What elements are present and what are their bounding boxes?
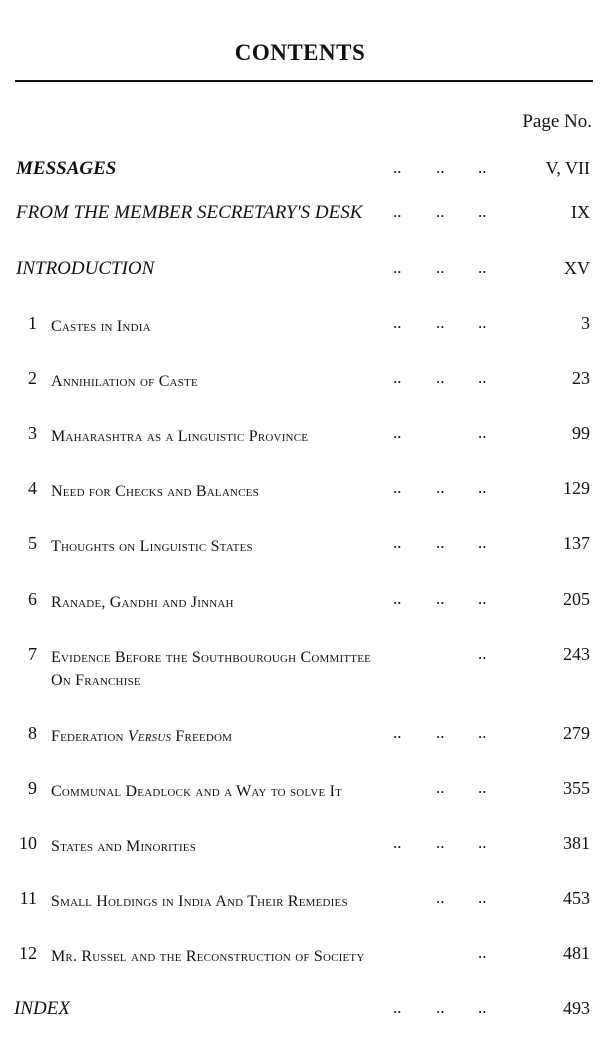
toc-entry-introduction[interactable]: INTRODUCTION .. .. .. XV (16, 258, 590, 279)
toc-chapter[interactable]: 2 Annihilation of Caste .. .. .. 23 (0, 368, 600, 398)
entry-title: INTRODUCTION (16, 258, 155, 279)
chapter-page: 355 (563, 778, 590, 798)
chapter-title: Maharashtra as a Linguistic Province (51, 428, 309, 445)
page-no-label: Page No. (522, 111, 592, 132)
toc-chapter[interactable]: 8 Federation Versus Freedom .. .. .. 279 (0, 723, 600, 753)
chapter-page: 23 (572, 368, 590, 388)
toc-chapter[interactable]: 6 Ranade, Gandhi and Jinnah .. .. .. 205 (0, 589, 600, 619)
chapter-title-part: Federation (51, 728, 128, 745)
chapter-page: 3 (581, 313, 590, 333)
chapter-title: Castes in India (51, 318, 151, 335)
title-rule (15, 80, 593, 82)
toc-chapter[interactable]: 9 Communal Deadlock and a Way to solve It .. .. 355 (0, 778, 600, 808)
entry-title: MESSAGES (16, 158, 117, 179)
chapter-page: 453 (563, 888, 590, 908)
chapter-title-part: Freedom (171, 728, 233, 745)
chapter-number: 4 (28, 478, 37, 498)
entry-title: INDEX (14, 998, 70, 1019)
chapter-number: 5 (28, 533, 37, 553)
entry-page: V, VII (545, 158, 590, 178)
toc-entry-messages[interactable]: MESSAGES .. .. .. V, VII (16, 158, 590, 179)
page-title: CONTENTS (234, 40, 366, 65)
entry-page: XV (564, 258, 590, 278)
chapter-title-line2: On Franchise (51, 672, 141, 689)
toc-chapter[interactable]: 3 Maharashtra as a Linguistic Province .. .. 99 (0, 423, 600, 453)
chapter-title: Thoughts on Linguistic States (51, 538, 253, 555)
chapter-number: 10 (19, 833, 37, 853)
chapter-number: 2 (28, 368, 37, 388)
toc-chapter[interactable]: 11 Small Holdings in India And Their Remedies .. .. 453 (0, 888, 600, 918)
toc-chapter[interactable]: 5 Thoughts on Linguistic States .. .. .. 137 (0, 533, 600, 563)
chapter-page: 205 (563, 589, 590, 609)
toc-chapter[interactable]: 1 Castes in India .. .. .. 3 (0, 313, 600, 343)
entry-title: FROM THE MEMBER SECRETARY'S DESK (16, 202, 363, 223)
chapter-title: Mr. Russel and the Reconstruction of Society (51, 948, 365, 965)
chapter-title: Annihilation of Caste (51, 373, 198, 390)
chapter-title: Need for Checks and Balances (51, 483, 259, 500)
chapter-number: 7 (28, 644, 37, 664)
toc-entry-index[interactable]: INDEX .. .. .. 493 (14, 998, 590, 1019)
chapter-number: 8 (28, 723, 37, 743)
chapter-title-emphasis: Versus (127, 728, 172, 745)
chapter-title: Small Holdings in India And Their Remedies (51, 893, 348, 910)
chapter-title: Ranade, Gandhi and Jinnah (51, 594, 234, 611)
chapter-number: 1 (28, 313, 37, 333)
chapter-page: 137 (563, 533, 590, 553)
entry-page: 493 (563, 998, 590, 1018)
entry-page: IX (571, 202, 590, 222)
chapter-number: 3 (28, 423, 37, 443)
toc-chapter[interactable]: 10 States and Minorities .. .. .. 381 (0, 833, 600, 863)
toc-chapter[interactable]: 4 Need for Checks and Balances .. .. .. 129 (0, 478, 600, 508)
chapter-title (51, 725, 232, 749)
chapter-number: 6 (28, 589, 37, 609)
chapter-page: 129 (563, 478, 590, 498)
toc-entry-member-secretary[interactable]: FROM THE MEMBER SECRETARY'S DESK .. .. .. IX (16, 202, 590, 223)
toc-chapter[interactable]: 12 Mr. Russel and the Reconstruction of Society .. 481 (0, 943, 600, 973)
toc-chapter[interactable]: 7 Evidence Before the Southbourough Committee On Franchise .. 243 (0, 644, 600, 696)
chapter-number: 12 (19, 943, 37, 963)
chapter-page: 243 (563, 644, 590, 664)
chapter-page: 381 (563, 833, 590, 853)
chapter-number: 9 (28, 778, 37, 798)
chapter-title: States and Minorities (51, 838, 197, 855)
chapter-page: 481 (563, 943, 590, 963)
chapter-title: Communal Deadlock and a Way to solve It (51, 783, 343, 800)
chapter-number: 11 (19, 888, 37, 908)
chapter-page: 99 (572, 423, 590, 443)
chapter-title: Evidence Before the Southbourough Committee (51, 649, 372, 666)
chapter-page: 279 (563, 723, 590, 743)
